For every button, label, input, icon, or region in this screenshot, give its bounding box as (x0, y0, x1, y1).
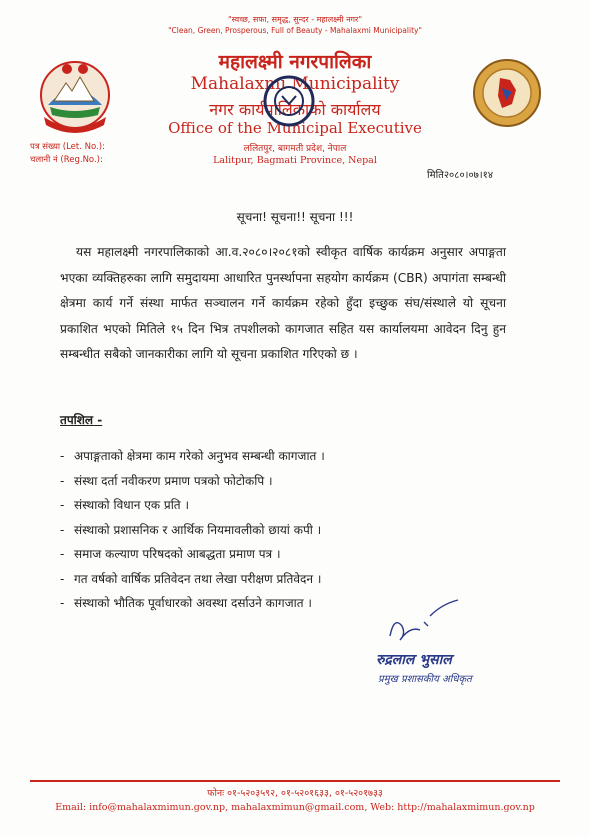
slogan-nepali: "स्वच्छ, सफा, समृद्ध, सुन्दर - महालक्ष्मी नगर" (227, 15, 363, 24)
list-item: - गत वर्षको वार्षिक प्रतिवेदन तथा लेखा परीक्षण प्रतिवेदन । (60, 567, 520, 592)
office-stamp-icon (262, 74, 316, 128)
letter-reference (30, 141, 105, 167)
list-item: - संस्था दर्ता नवीकरण प्रमाण पत्रको फोटोकपि । (60, 469, 520, 494)
list-item: - संस्थाको विधान एक प्रति । (60, 493, 520, 518)
requirements-list (60, 444, 520, 616)
list-bullet: - (60, 571, 65, 586)
list-item: - समाज कल्याण परिषदको आबद्धता प्रमाण पत्र । (60, 542, 520, 567)
list-bullet: - (60, 596, 65, 610)
slogan-english: "Clean, Green, Prosperous, Full of Beauty - Mahalaxmi Municipality" (168, 26, 422, 35)
details-heading: तपशिल - (60, 413, 103, 427)
notice-date: मिति२०८०।०७।१४ (427, 170, 494, 181)
municipality-name-nepali: महालक्ष्मी नगरपालिका (218, 51, 372, 73)
signature-mark (380, 596, 460, 650)
letterhead-slogan (0, 14, 590, 36)
notice-paragraph (60, 240, 506, 368)
list-bullet: - (60, 522, 65, 537)
notice-title: सूचना! सूचना!! सूचना !!! (236, 210, 354, 224)
list-bullet: - (60, 498, 65, 512)
office-name-nepali: नगर कार्यपालिकाको कार्यालय (209, 100, 381, 119)
letter-no-label: पत्र संख्या (Let. No.): (30, 142, 105, 152)
list-item: - अपाङ्गताको क्षेत्रमा काम गरेको अनुभव सम्बन्धी कागजात । (60, 444, 520, 469)
municipality-name-english: Mahalaxmi Municipality (190, 74, 400, 94)
signatory-title: प्रमुख प्रशासकीय अधिकृत (378, 674, 472, 685)
notice-paragraph-text: यस महालक्ष्मी नगरपालिकाको आ.व.२०८०।२०८१को स्वीकृत वार्षिक कार्यक्रम अनुसार अपाङ्गता भएका व्यक्तिहरुका लागि समुदायमा आधारित पुनर्स्थापना सहयोग कार्यक्रम (CBR) अपागंता सम्बन्धी क्षेत्रमा कार्य गर्ने संस्था मार्फत सञ्चालन गर्ने कार्यक्रम रहेको हुँदा इच्छुक संघ/संस्थाले यो सूचना प्रकाशित भएको मितिले १५ दिन भित्र तपशीलको कागजात सहित यस कार्यालयमा आवेदन दिनु हुन सम्बन्धीत सबैको जानकारीका लागि यो सूचना प्रकाशित गरिएको छ । (60, 245, 506, 361)
reg-no-label: चलानी नं (Reg.No.): (30, 155, 103, 165)
list-item: - संस्थाको भौतिक पूर्वाधारको अवस्था दर्साउने कागजात । (60, 591, 520, 616)
list-item: - संस्थाको प्रशासनिक र आर्थिक नियमावलीको छायां कपी । (60, 518, 520, 543)
list-bullet: - (60, 473, 65, 488)
list-bullet: - (60, 449, 65, 463)
address-english: Lalitpur, Bagmati Province, Nepal (213, 155, 377, 166)
list-bullet: - (60, 547, 65, 561)
address-nepali: ललितपुर, बागमती प्रदेश, नेपाल (243, 144, 347, 154)
office-name-english: Office of the Municipal Executive (168, 119, 422, 137)
signatory-name: रुद्रलाल भुसाल (376, 652, 452, 668)
footer-divider (30, 780, 560, 782)
footer-contact: Email: info@mahalaxmimun.gov.np, mahalaxmimun@gmail.com, Web: http://mahalaxmimun.gov.np (55, 802, 535, 813)
footer-phone: फोनः ०१-५२०३५९२, ०१-५२०१६३३, ०१-५२०१७३३ (207, 788, 383, 799)
